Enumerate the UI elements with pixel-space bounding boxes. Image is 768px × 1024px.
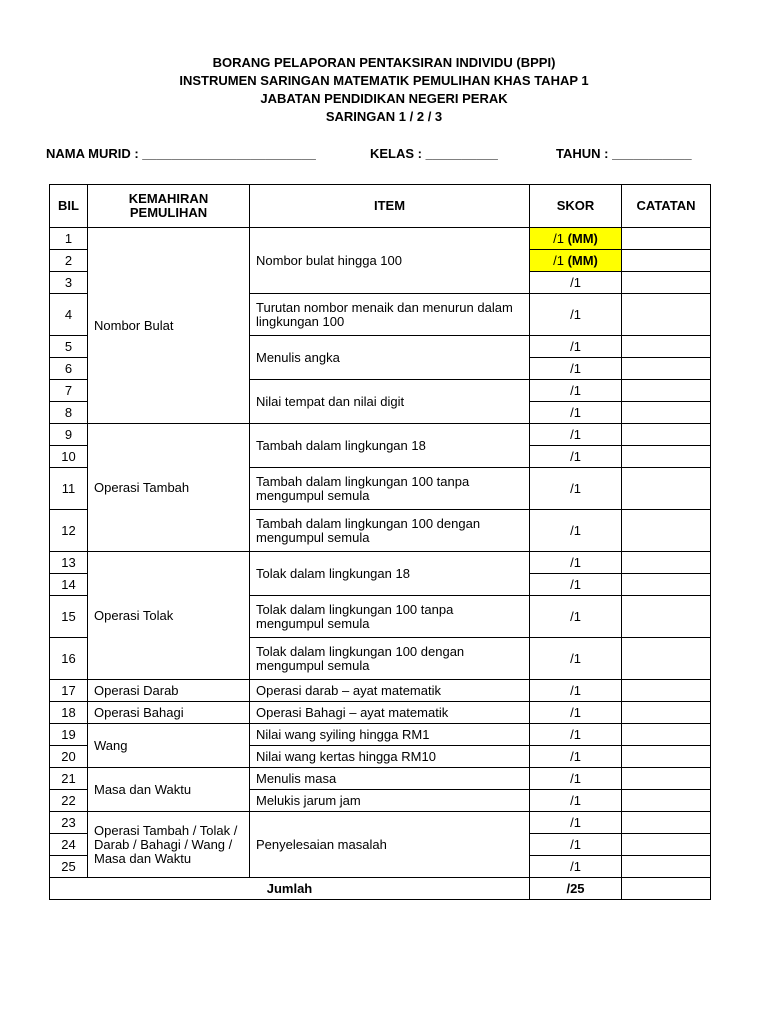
skill-cell: Nombor Bulat [88, 228, 250, 424]
score-cell: /1 [530, 768, 622, 790]
catatan-cell[interactable] [622, 272, 711, 294]
skill-cell: Operasi Tolak [88, 552, 250, 680]
title-line-2: INSTRUMEN SARINGAN MATEMATIK PEMULIHAN KHAS TAHAP 1 [179, 73, 589, 88]
header-item: ITEM [250, 185, 530, 228]
catatan-cell[interactable] [622, 834, 711, 856]
table-row [50, 680, 711, 702]
row-number: 17 [50, 680, 88, 702]
catatan-cell[interactable] [622, 680, 711, 702]
row-number: 4 [50, 294, 88, 336]
item-cell: Menulis angka [250, 336, 530, 380]
catatan-cell[interactable] [622, 702, 711, 724]
skill-cell: Operasi Tambah [88, 424, 250, 552]
score-cell: /1 [530, 702, 622, 724]
score-cell: /1 [530, 680, 622, 702]
skill-cell: Wang [88, 724, 250, 768]
row-number: 7 [50, 380, 88, 402]
score-cell: /1 [530, 812, 622, 834]
row-number: 5 [50, 336, 88, 358]
catatan-cell[interactable] [622, 358, 711, 380]
score-cell: /1 [530, 574, 622, 596]
catatan-cell[interactable] [622, 336, 711, 358]
jumlah-value: /25 [530, 878, 622, 900]
score-cell: /1 (MM) [530, 250, 622, 272]
row-number: 11 [50, 468, 88, 510]
table-row [50, 552, 711, 574]
row-number: 14 [50, 574, 88, 596]
score-cell: /1 [530, 468, 622, 510]
catatan-cell[interactable] [622, 596, 711, 638]
catatan-cell[interactable] [622, 294, 711, 336]
skill-cell: Operasi Darab [88, 680, 250, 702]
header-catatan: CATATAN [622, 185, 711, 228]
title-line-3: JABATAN PENDIDIKAN NEGERI PERAK [260, 91, 508, 106]
catatan-cell[interactable] [622, 380, 711, 402]
score-cell: /1 [530, 790, 622, 812]
skill-cell: Masa dan Waktu [88, 768, 250, 812]
row-number: 22 [50, 790, 88, 812]
score-cell: /1 [530, 272, 622, 294]
skill-cell: Operasi Tambah / Tolak / Darab / Bahagi / Wang / Masa dan Waktu [88, 812, 250, 878]
item-cell: Nilai wang kertas hingga RM10 [250, 746, 530, 768]
row-number: 9 [50, 424, 88, 446]
jumlah-label: Jumlah [50, 878, 530, 900]
item-cell: Tambah dalam lingkungan 100 tanpa mengumpul semula [250, 468, 530, 510]
title-line-1: BORANG PELAPORAN PENTAKSIRAN INDIVIDU (BPPI) [212, 55, 556, 70]
score-cell: /1 [530, 402, 622, 424]
row-number: 19 [50, 724, 88, 746]
catatan-cell[interactable] [622, 856, 711, 878]
item-cell: Tambah dalam lingkungan 18 [250, 424, 530, 468]
item-cell: Penyelesaian masalah [250, 812, 530, 878]
score-cell: /1 [530, 746, 622, 768]
score-cell: /1 [530, 724, 622, 746]
score-cell: /1 [530, 638, 622, 680]
item-cell: Nilai tempat dan nilai digit [250, 380, 530, 424]
table-row [50, 724, 711, 746]
item-cell: Tambah dalam lingkungan 100 dengan mengumpul semula [250, 510, 530, 552]
score-cell: /1 [530, 856, 622, 878]
nama-murid-field: NAMA MURID : ________________________ [46, 146, 316, 161]
assessment-table [49, 184, 711, 900]
item-cell: Tolak dalam lingkungan 100 tanpa mengumpul semula [250, 596, 530, 638]
score-cell: /1 [530, 358, 622, 380]
item-cell: Operasi darab – ayat matematik [250, 680, 530, 702]
item-cell: Tolak dalam lingkungan 18 [250, 552, 530, 596]
catatan-cell[interactable] [622, 446, 711, 468]
item-cell: Nilai wang syiling hingga RM1 [250, 724, 530, 746]
table-header-row [50, 185, 711, 228]
table-row [50, 424, 711, 446]
jumlah-catatan-cell[interactable] [622, 878, 711, 900]
score-cell: /1 [530, 336, 622, 358]
row-number: 18 [50, 702, 88, 724]
catatan-cell[interactable] [622, 812, 711, 834]
item-cell: Operasi Bahagi – ayat matematik [250, 702, 530, 724]
table-row [50, 812, 711, 834]
catatan-cell[interactable] [622, 250, 711, 272]
row-number: 16 [50, 638, 88, 680]
table-row [50, 702, 711, 724]
row-number: 21 [50, 768, 88, 790]
catatan-cell[interactable] [622, 424, 711, 446]
item-cell: Menulis masa [250, 768, 530, 790]
catatan-cell[interactable] [622, 768, 711, 790]
catatan-cell[interactable] [622, 402, 711, 424]
score-cell: /1 [530, 552, 622, 574]
catatan-cell[interactable] [622, 552, 711, 574]
catatan-cell[interactable] [622, 510, 711, 552]
table-row [50, 768, 711, 790]
score-cell: /1 [530, 446, 622, 468]
row-number: 6 [50, 358, 88, 380]
header-kemahiran: KEMAHIRAN PEMULIHAN [88, 185, 250, 228]
catatan-cell[interactable] [622, 468, 711, 510]
score-cell: /1 [530, 596, 622, 638]
item-cell: Turutan nombor menaik dan menurun dalam lingkungan 100 [250, 294, 530, 336]
skill-cell: Operasi Bahagi [88, 702, 250, 724]
total-row [50, 878, 711, 900]
row-number: 24 [50, 834, 88, 856]
catatan-cell[interactable] [622, 228, 711, 250]
score-cell: /1 (MM) [530, 228, 622, 250]
row-number: 1 [50, 228, 88, 250]
header-bil: BIL [50, 185, 88, 228]
row-number: 8 [50, 402, 88, 424]
row-number: 13 [50, 552, 88, 574]
score-cell: /1 [530, 424, 622, 446]
row-number: 20 [50, 746, 88, 768]
catatan-cell[interactable] [622, 790, 711, 812]
score-cell: /1 [530, 510, 622, 552]
row-number: 3 [50, 272, 88, 294]
row-number: 15 [50, 596, 88, 638]
kelas-field: KELAS : __________ [370, 146, 498, 161]
table-row [50, 228, 711, 250]
title-line-4: SARINGAN 1 / 2 / 3 [325, 109, 443, 124]
score-cell: /1 [530, 294, 622, 336]
catatan-cell[interactable] [622, 638, 711, 680]
catatan-cell[interactable] [622, 746, 711, 768]
row-number: 10 [50, 446, 88, 468]
catatan-cell[interactable] [622, 574, 711, 596]
score-cell: /1 [530, 834, 622, 856]
item-cell: Nombor bulat hingga 100 [250, 228, 530, 294]
item-cell: Tolak dalam lingkungan 100 dengan mengumpul semula [250, 638, 530, 680]
tahun-field: TAHUN : ___________ [556, 146, 692, 161]
item-cell: Melukis jarum jam [250, 790, 530, 812]
row-number: 2 [50, 250, 88, 272]
row-number: 23 [50, 812, 88, 834]
catatan-cell[interactable] [622, 724, 711, 746]
header-skor: SKOR [530, 185, 622, 228]
score-cell: /1 [530, 380, 622, 402]
document-header [0, 54, 768, 126]
row-number: 12 [50, 510, 88, 552]
row-number: 25 [50, 856, 88, 878]
